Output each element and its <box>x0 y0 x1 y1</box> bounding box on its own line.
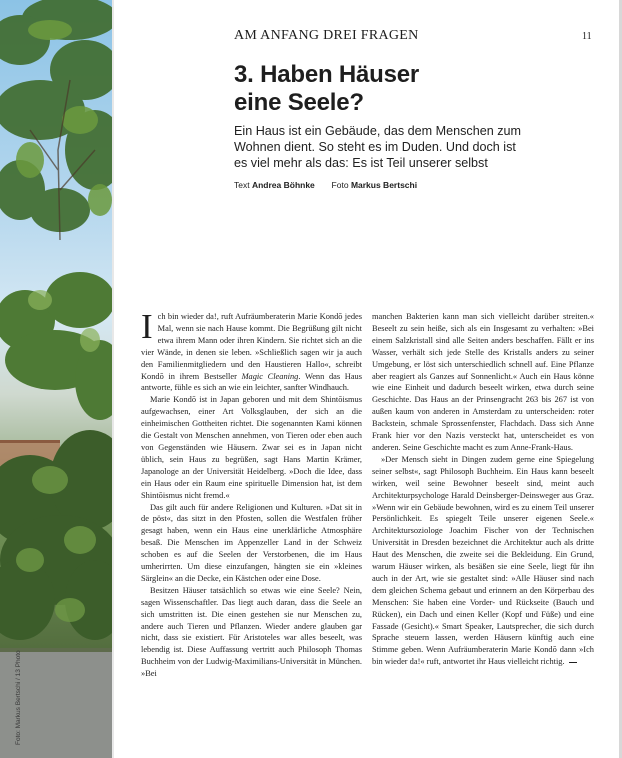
page-gutter-shadow <box>112 0 114 758</box>
body-column-right <box>372 311 594 668</box>
body-paragraph: Das gilt auch für andere Religionen und Kulturen. »Dat sit in de pöst«, das sitzt in den Pfosten, sollen die Westfalen früher gesagt haben, wenn ein Haus eine unerklärliche Atmosphäre besaß. Die Menschen im Appenzeller Land in der Schweiz schoben es auf die Seelen der Verstorbenen, die im Haus umherirrten. Um diese einzufangen, hängten sie ein »kleines Särglein« an die Decke, ein Kästchen oder eine Dose. <box>141 502 362 583</box>
drop-cap: I <box>141 307 153 346</box>
body-paragraph: manchen Bakterien kann man sich vielleicht darüber streiten.« Beseelt zu sein heiße, sich als ein Insgesamt zu verhalten: »Bei einem Salzkristall sind alle Seiten anders beschaffen. Fällt er ins Wasser, verhält sich jede Stelle des Kristalls anders zu seiner Umgebung, er löst sich unterschiedlich schnell auf. Eine Pflanze aber reagiert als Ganzes auf Sonnenlicht.« Auch ein Haus könne wie eine Einheit und dadurch beseelt wirken, etwa durch seine Geschichte. Das Haus an der Prinsengracht 263 bis 267 ist von außen kaum von anderen in Amsterdam zu unterscheiden: roter Backstein, schmale Sprossenfenster, Flachdach. Dass sich Anne Frank hier vor den Nazis versteckt hat, unterscheidet es von anderen. Seine Geschichte macht es zum Anne-Frank-Haus. <box>372 312 594 452</box>
section-kicker: AM ANFANG DREI FRAGEN <box>234 28 419 43</box>
page-number: 11 <box>582 31 592 42</box>
text-label: Text <box>234 180 250 190</box>
article-credits <box>234 180 417 190</box>
photo-label: Foto <box>331 180 349 190</box>
deck-line-3: es viel mehr als das: Es ist Teil unserer selbst <box>234 156 488 170</box>
book-title: Magic Cleaning <box>241 371 299 381</box>
trees-photo-illustration <box>0 0 112 758</box>
body-paragraph <box>141 307 362 394</box>
deck-line-1: Ein Haus ist ein Gebäude, das dem Menschen zum <box>234 124 522 138</box>
article-deck <box>234 123 554 171</box>
body-paragraph: Marie Kondō ist in Japan geboren und mit dem Shintōismus aufgewachsen, einer Art Volksglauben, der sich an die einheimischen Gottheiten richtet. Die sogenannten Kami können die Gestalt von Menschen annehmen, von Tieren oder eben auch von Gegenständen wie Häusern. Zwar sei es in Japan nicht üblich, sein Haus zu begrüßen, sagt Hans Martin Krämer, Japanologe an der Universität Heidelberg. »Doch die Idee, dass ein Haus oder ein Raum eine spirituelle Dimension hat, ist dem Shintōismus nicht fremd.« <box>141 395 362 500</box>
end-mark <box>569 662 577 663</box>
final-paragraph-text: »Der Mensch sieht in Dingen zudem gerne eine Spiegelung seiner selbst«, sagt Philosoph Buchheim. Ein Haus kann beseelt wirken, weil seine Bewohner beseelt sind, meint auch Architekturpsychologe Harald Deinsberger-Deinsweger aus Graz. »Wenn wir ein Gebäude bewohnen, wird es zu einem Teil unserer Persönlichkeit. Es spiegelt Teile unserer eigenen Seele.« Architektursoziologe Joachim Fischer von der Technischen Universität in Dresden bezeichnet die Architektur auch als dritte Haut des Menschen, die zweite sei die Bekleidung. Ein Grund, warum Häuser wirken, als besäßen sie eine Seele, liegt für ihn auch in der Art, wie sie gestaltet sind: »Alle Häuser sind nach dem gleichen Schema gebaut und erinnern an den Körperbau des Menschen: Sie haben eine Vorder- und Rückseite (Bauch und Rücken), ein Dach und einen Keller (Kopf und Füße) und eine Fassade (Gesicht).« Smart Speaker, Lautsprecher, die sich durch Sprache steuern lassen, werden Häusern künftig auch eine Stimme geben. Wenn Aufräumberaterin Marie Kondō dann »Ich bin wieder da!« ruft, antwortet ihr Haus vielleicht richtig. <box>372 454 594 667</box>
author-name: Andrea Böhnke <box>251 180 315 190</box>
body-column-left <box>141 307 362 680</box>
photographer-name: Markus Bertschi <box>350 180 418 190</box>
body-paragraph: Besitzen Häuser tatsächlich so etwas wie eine Seele? Nein, sagen Wissenschaftler. Das liegt auch daran, dass die Seele an sich umstritten ist. Die einen gestehen sie nur Menschen zu, andere auch Tieren und Pflanzen. Wieder andere glauben gar nicht, dass sie existiert. Für Aristoteles war alles beseelt, was lebendig ist. Diese Auffassung vertritt auch Philosoph Thomas Buchheim von der Ludwig-Maximilians-Universität in München. »Bei <box>141 585 362 679</box>
photo-credit: Foto: Markus Bertschi / 13 Photo <box>15 650 22 745</box>
headline-line-1: 3. Haben Häuser <box>234 61 420 88</box>
article-headline <box>234 61 554 117</box>
headline-line-2: eine Seele? <box>234 89 364 116</box>
deck-line-2: Wohnen dient. So steht es im Duden. Und doch ist <box>234 140 516 154</box>
body-paragraph <box>372 454 594 668</box>
cover-photo-strip <box>0 0 112 758</box>
paragraph-1-text: ch bin wieder da!, ruft Aufräumberaterin Marie Kondō jedes Mal, wenn sie nach Hause kommt. Die Begrüßung gilt nicht etwa ihrem Mann oder ihren Kindern. Sie richtet sich an die vier Wände, in denen sie leben. »Schließlich sagen wir ja auch den Familienmitgliedern und den Haustieren Hallo«, schreibt Kondō in ihrem Bestseller Magic Cleaning. Wenn das Haus antworte, fühle es sich an wie ein leichter, sanfter Windhauch. <box>141 312 362 393</box>
